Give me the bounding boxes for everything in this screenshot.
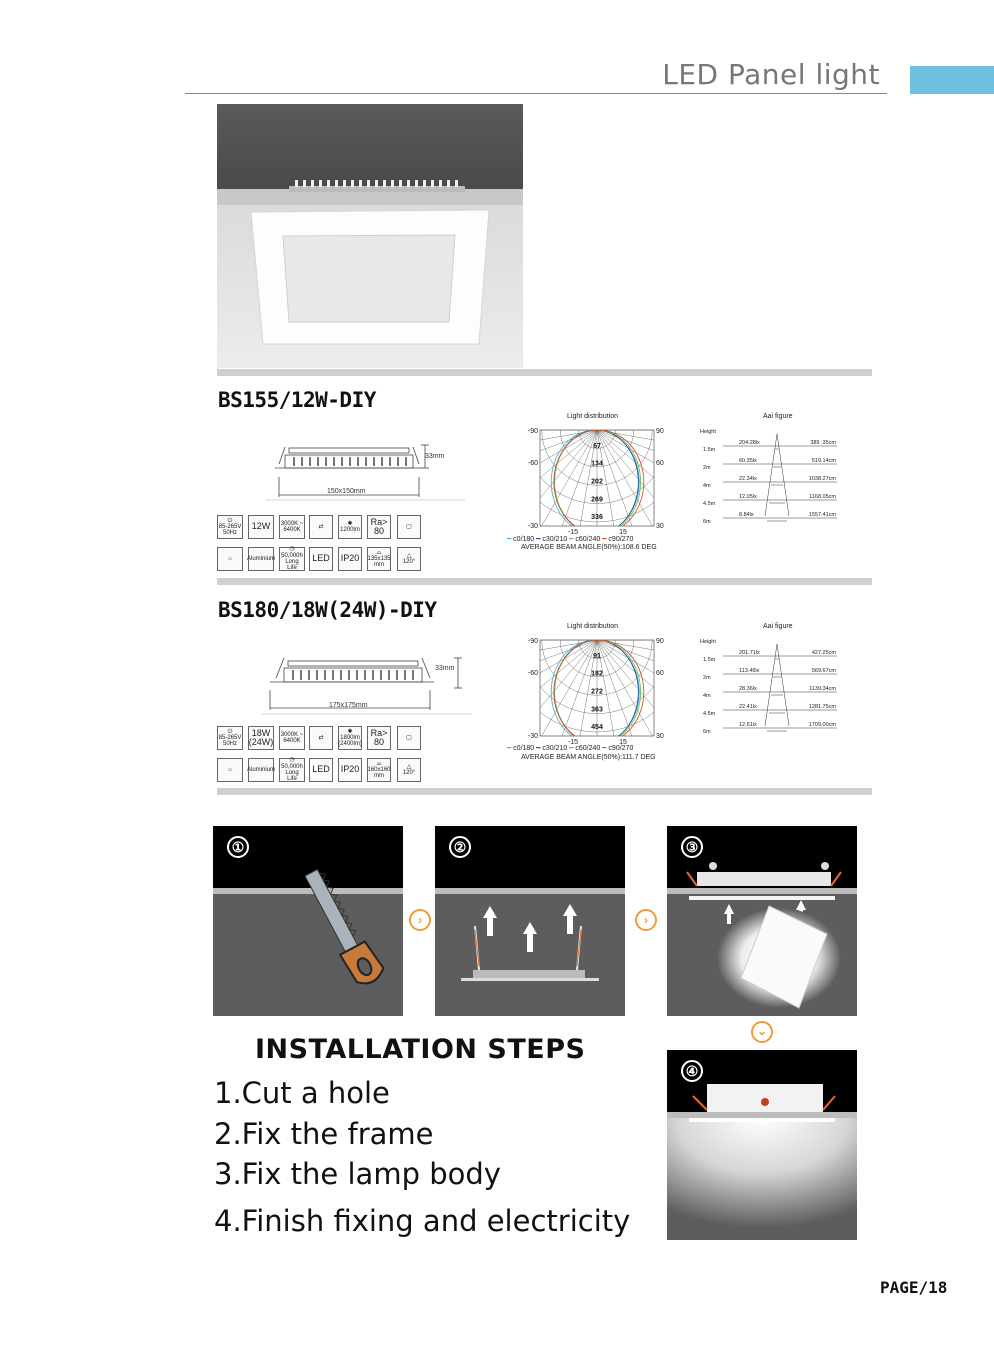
installation-step: 2.Fix the frame (214, 1117, 434, 1151)
aai-diameter-value: 569.67cm (811, 668, 836, 674)
material-label: Aluminium (248, 758, 274, 782)
size-dimension: 175x175mm (329, 702, 368, 709)
angle-label: -15 (567, 739, 579, 745)
angle-label: -90 (527, 638, 538, 645)
aai-figure (699, 634, 844, 734)
aai-height-value: 2m (703, 675, 711, 681)
ra-rating: Ra> 80 (367, 515, 391, 539)
panel-light-image (217, 104, 523, 368)
aai-lux-value: 12.61lx (739, 722, 757, 728)
installation-step: 1.Cut a hole (214, 1076, 390, 1110)
polar-spoke (597, 640, 667, 745)
aai-diameter-value: 389 .35cm (810, 440, 836, 446)
polar-spoke (520, 430, 597, 535)
voltage-icon: ⏻ 85-265V 50Hz (217, 515, 243, 539)
aai-height-value: 4.5m (703, 501, 716, 507)
lifetime-icon: ◷ 50,000h Long Life (279, 547, 305, 571)
ring-value-label: 336 (591, 514, 603, 522)
polar-spoke (597, 640, 645, 745)
section-divider (217, 369, 872, 376)
aai-diameter-value: 1168.05cm (809, 494, 836, 500)
polar-spoke (597, 430, 645, 535)
ring-value-label: 67 (593, 442, 601, 450)
lumen-icon: ✺ 1200lm (338, 515, 362, 539)
ip-rating: IP20 (338, 758, 362, 782)
angle-label: 15 (619, 529, 627, 535)
aai-height-label: Height (700, 429, 716, 435)
down-arrow-icon: ⌄ (751, 1021, 773, 1043)
ring-value-label: 91 (593, 652, 601, 660)
step-number: ③ (681, 836, 703, 858)
product-photo (217, 104, 523, 368)
aai-cone-line (765, 644, 777, 726)
beam-angle-text: AVERAGE BEAM ANGLE(50%):111.7 DEG (521, 754, 656, 761)
product-model: BS180/18W(24W)-DIY (218, 598, 437, 622)
polar-spoke (597, 430, 667, 535)
aai-diameter-value: 1709.00cm (808, 722, 836, 728)
angle-label: 60 (656, 670, 664, 677)
material-label: Aluminium (248, 547, 274, 571)
aai-diameter-value: 1557.41cm (808, 512, 836, 518)
light-distribution-title: Light distribution (567, 413, 618, 420)
step-1-image (213, 826, 403, 1016)
aai-height-value: 4m (703, 483, 711, 489)
aai-cone-line (777, 434, 789, 516)
power-rating: 18W (24W) (248, 726, 274, 750)
installation-title: INSTALLATION STEPS (255, 1034, 586, 1065)
angle-label: 90 (656, 428, 664, 435)
step-2-image (435, 826, 625, 1016)
aai-cone-line (765, 434, 777, 516)
polar-svg (520, 420, 670, 535)
step-number: ④ (681, 1060, 703, 1082)
page-header-title: LED Panel light (662, 58, 880, 91)
light-distribution-legend: ━ c0/180 ━ c30/210 ━ c60/240 ━ c90/270 (507, 745, 634, 752)
lifetime-icon: ◷ 50,000h Long Life (279, 758, 305, 782)
aai-cone-line (777, 644, 789, 726)
angle-label: 90 (656, 638, 664, 645)
ra-rating: Ra> 80 (367, 726, 391, 750)
aai-height-value: 1.5m (703, 447, 716, 453)
light-distribution-legend: ━ c0/180 ━ c30/210 ━ c60/240 ━ c90/270 (507, 536, 634, 543)
polar-svg (520, 630, 670, 745)
aai-lux-value: 12.05lx (739, 494, 757, 500)
angle-label: -15 (567, 529, 579, 535)
indoor-house-icon: ⌂ (217, 758, 243, 782)
spec-icons (217, 726, 479, 784)
installation-step: 4.Finish fixing and electricity (214, 1204, 631, 1238)
step-number: ① (227, 836, 249, 858)
header-color-tab (910, 66, 994, 94)
aai-diameter-value: 1139.34cm (809, 686, 836, 692)
led-source-label: LED (309, 547, 333, 571)
cct-range: 3000K ~ 6400K (279, 515, 305, 539)
light-distribution-title: Light distribution (567, 623, 618, 630)
aai-figure-title: Aai figure (763, 413, 793, 420)
light-distribution-chart (520, 630, 670, 745)
aai-height-value: 6m (703, 519, 711, 524)
aai-lux-value: 201.71lx (739, 650, 760, 656)
polar-spoke (549, 640, 597, 745)
aai-diameter-value: 427.25cm (811, 650, 836, 656)
angle-label: -30 (527, 523, 538, 530)
aai-lux-value: 22.34lx (739, 476, 757, 482)
aai-height-label: Height (700, 639, 716, 645)
angle-label: 30 (656, 733, 664, 740)
cutout-size-icon: ⌓ 135x135 mm (367, 547, 391, 571)
aai-figure (699, 424, 844, 524)
height-dimension: 33mm (425, 453, 445, 460)
aai-lux-value: 113.46lx (739, 668, 760, 674)
polar-spoke (597, 430, 670, 535)
aai-svg (699, 424, 844, 524)
ring-value-label: 363 (591, 706, 603, 714)
aai-height-value: 4.5m (703, 711, 716, 717)
aai-height-value: 2m (703, 465, 711, 471)
beam-angle-icon: △ 120° (397, 547, 421, 571)
aai-diameter-value: 1038.27cm (808, 476, 836, 482)
square-shape-icon: ▢ (397, 515, 421, 539)
aai-lux-value: 28.36lx (739, 686, 757, 692)
aai-svg (699, 634, 844, 734)
cutout-size-icon: ⌓ 160x160 mm (367, 758, 391, 782)
next-arrow-icon: › (409, 909, 431, 931)
light-distribution-chart (520, 420, 670, 535)
aai-lux-value: 22.41lx (739, 704, 757, 710)
header-rule (185, 93, 887, 94)
ring-value-label: 182 (591, 670, 603, 678)
ring-value-label: 272 (591, 688, 603, 696)
angle-label: 15 (619, 739, 627, 745)
aai-lux-value: 60.35lx (739, 458, 757, 464)
step-3-image (667, 826, 857, 1016)
polar-spoke (527, 430, 597, 535)
ring-value-label: 202 (591, 478, 603, 486)
angle-label: -30 (527, 733, 538, 740)
section-divider (217, 788, 872, 795)
square-shape-icon: ▢ (397, 726, 421, 750)
angle-label: 30 (656, 523, 664, 530)
product-model: BS155/12W-DIY (218, 388, 376, 412)
installation-step: 3.Fix the lamp body (214, 1157, 501, 1191)
page-number: PAGE/18 (880, 1278, 948, 1297)
beam-angle-text: AVERAGE BEAM ANGLE(50%):108.6 DEG (521, 544, 657, 551)
angle-label: -90 (527, 428, 538, 435)
polar-spoke (520, 640, 597, 745)
angle-label: 60 (656, 460, 664, 467)
aai-lux-value: 8.84lx (739, 512, 754, 518)
led-source-label: LED (309, 758, 333, 782)
ring-value-label: 269 (591, 496, 603, 504)
spec-icons (217, 515, 479, 573)
aai-lux-value: 204.28lx (739, 440, 760, 446)
size-dimension: 150x150mm (327, 488, 366, 495)
power-rating: 12W (248, 515, 274, 539)
dimmer-icon: ⇄ (309, 515, 333, 539)
ring-value-label: 134 (591, 460, 603, 468)
height-dimension: 33mm (435, 665, 455, 672)
aai-diameter-value: 1281.75cm (808, 704, 836, 710)
voltage-icon: ⏻ 85-265V 50Hz (217, 726, 243, 750)
aai-height-value: 1.5m (703, 657, 716, 663)
polar-spoke (527, 640, 597, 745)
aai-height-value: 6m (703, 729, 711, 734)
ring-value-label: 454 (591, 724, 603, 732)
angle-label: -60 (527, 670, 538, 677)
aai-diameter-value: 519.14cm (811, 458, 836, 464)
step-number: ② (449, 836, 471, 858)
polar-spoke (549, 430, 597, 535)
step-4-image (667, 1050, 857, 1240)
next-arrow-icon: › (635, 909, 657, 931)
section-divider (217, 578, 872, 585)
aai-height-value: 4m (703, 693, 711, 699)
cct-range: 3000K ~ 6400K (279, 726, 305, 750)
indoor-house-icon: ⌂ (217, 547, 243, 571)
dimmer-icon: ⇄ (309, 726, 333, 750)
polar-spoke (597, 640, 670, 745)
ip-rating: IP20 (338, 547, 362, 571)
angle-label: -60 (527, 460, 538, 467)
lumen-icon: ✺ 1800lm (2400lm) (338, 726, 362, 750)
beam-angle-icon: △ 120° (397, 758, 421, 782)
aai-figure-title: Aai figure (763, 623, 793, 630)
